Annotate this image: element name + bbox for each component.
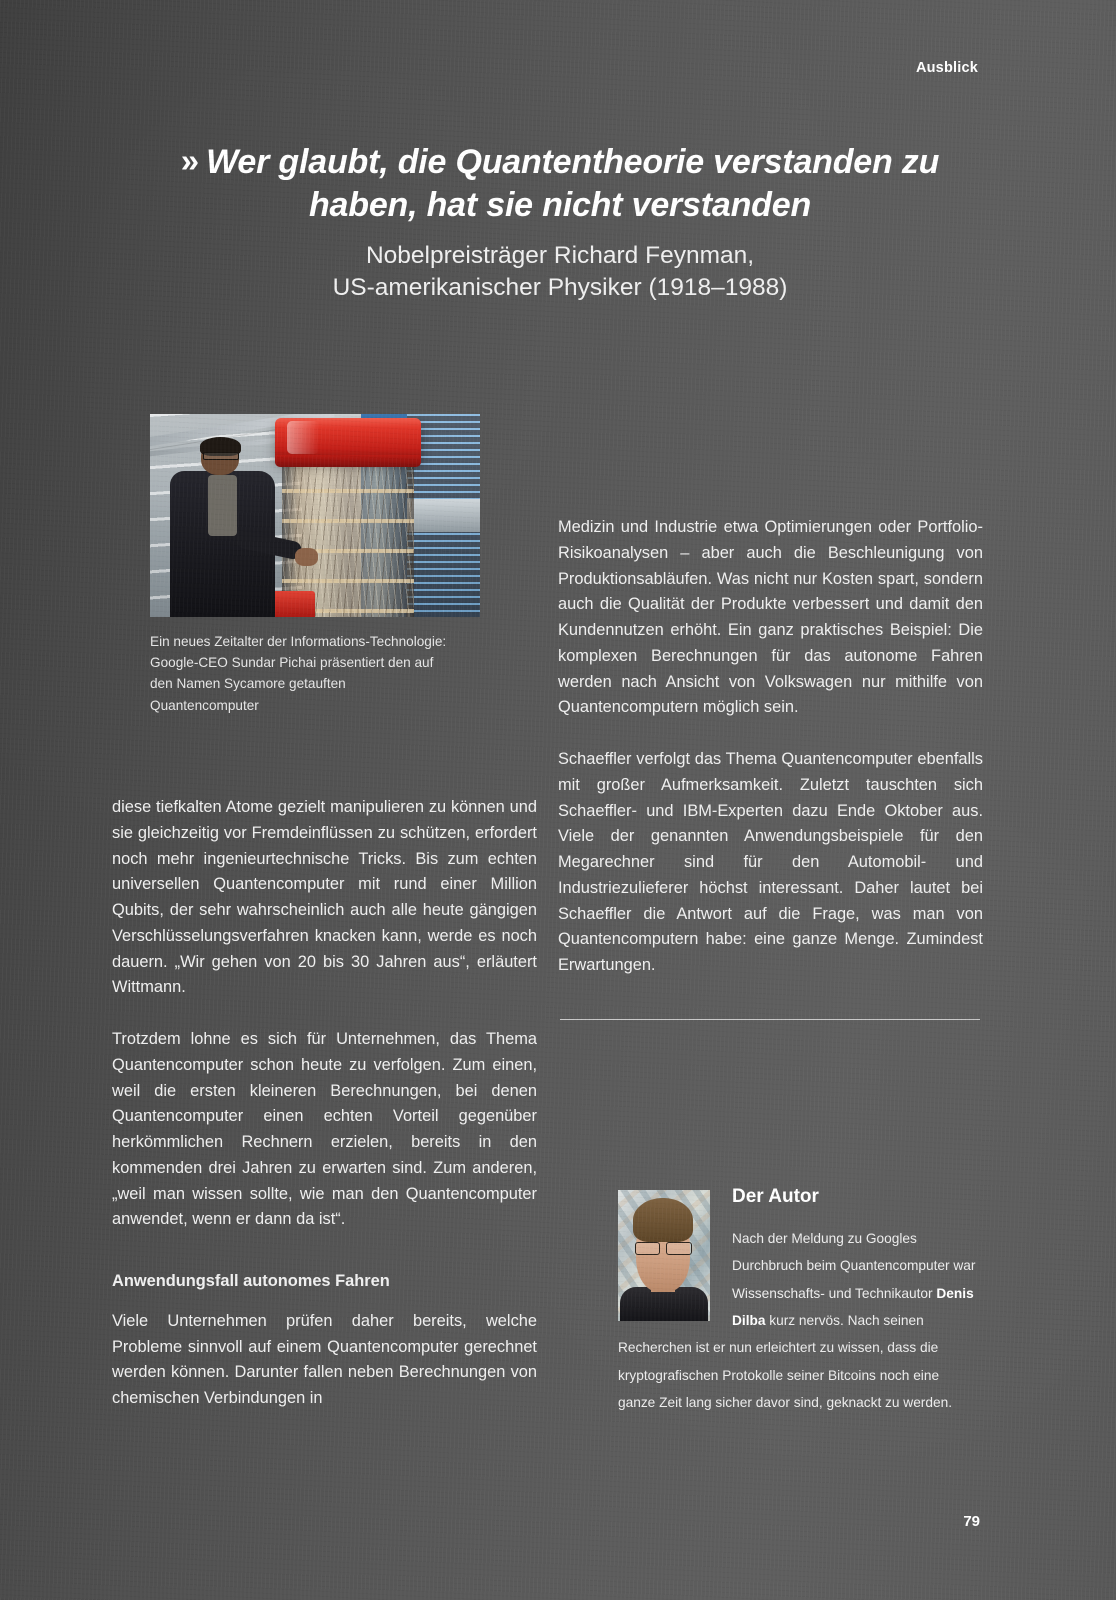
attribution-line-1: Nobelpreisträger Richard Feynman,	[365, 241, 755, 269]
attribution-line-2: US-amerikanischer Physiker (1918–1988)	[332, 274, 788, 302]
author-box	[618, 1186, 980, 1417]
author-portrait-photo	[618, 1190, 710, 1321]
paragraph-right-1: Medizin und Industrie etwa Optimierungen oder Portfolio-Risikoanalysen – aber auch die Beschleunigung von Produktionsabläufen. Was nicht nur Kosten spart, sondern auch die Qualität der Produkte verbessert und damit den Kundennutzen erhöht. Ein ganz praktisches Beispiel: Die komplexen Berechnungen für das autonome Fahren werden nach Ansicht von Volkswagen nur mithilfe von Quantencomputern möglich sein.	[558, 518, 983, 717]
section-subheading: Anwendungsfall autonomes Fahren	[112, 1272, 390, 1290]
pull-quote-attribution	[140, 240, 980, 305]
running-head: Ausblick	[915, 60, 978, 76]
main-photo-figure	[150, 414, 480, 716]
photo-person-glasses	[203, 452, 240, 460]
paragraph-right-2: Schaeffler verfolgt das Thema Quantencomputer ebenfalls mit großer Aufmerksamkeit. Zuletzt tauschten sich Schaeffler- und IBM-Experten dazu Ende Oktober aus. Viele der genannten Anwendungsbeispiele für den Megarechner sind für den Automobil- und Industriezulieferer höchst interessant. Daher lautet bei Schaeffler die Antwort auf die Frage, was man von Quantencomputern habe: eine ganze Menge. Zumindest Erwartungen.	[558, 750, 983, 974]
photo-caption: Ein neues Zeitalter der Informations-Technologie: Google-CEO Sundar Pichai präsentiert den auf den Namen Sycamore getauften Quantencomputer	[150, 634, 447, 713]
author-box-title: Der Autor	[732, 1186, 819, 1207]
photo-person-hand	[295, 548, 318, 566]
author-name: Denis Dilba	[732, 1285, 974, 1329]
photo-red-cryostat-cap	[275, 418, 420, 461]
page-number: 79	[963, 1513, 980, 1530]
pull-quote-headline	[140, 140, 980, 227]
horizontal-rule	[560, 1019, 980, 1020]
pull-quote-line-1: Wer glaubt, die Quantentheorie verstanden zu	[206, 143, 940, 181]
photo-person-shirt	[208, 475, 238, 536]
author-photo-glasses	[635, 1242, 692, 1255]
quantum-computer-photo	[150, 414, 480, 617]
author-bio-part-1: Nach der Meldung zu Googles Durchbruch beim Quantencomputer war Wissenschafts- und Technikautor	[732, 1230, 976, 1301]
author-photo-hair	[633, 1198, 694, 1243]
pull-quote-line-2: haben, hat sie nicht verstanden	[308, 185, 812, 224]
paragraph-left-3: Viele Unternehmen prüfen daher bereits, welche Probleme sinnvoll auf einem Quantencomputer gerechnet werden können. Darunter fallen neben Berechnungen von chemischen Verbindungen in	[112, 1311, 537, 1407]
author-bio-part-2: kurz nervös. Nach seinen Recherchen ist er nun erleichtert zu wissen, dass die kryptografischen Protokolle seiner Bitcoins noch eine ganze Zeit lang sicher davor sind, geknackt zu werden.	[618, 1313, 953, 1411]
photo-rack-shelf	[407, 499, 480, 531]
paragraph-left-2: Trotzdem lohne es sich für Unternehmen, das Thema Quantencomputer schon heute zu verfolgen. Zum einen, weil die ersten kleineren Berechnungen, bei denen Quantencomputer einen echten Vorteil gegenüber herkömmlichen Rechnern erzielen, bereits in den kommenden drei Jahren zu erwarten sind. Zum anderen, „weil man wissen sollte, wie man den Quantencomputer anwendet, wenn er dann da ist“.	[112, 1030, 537, 1229]
body-column-right	[558, 515, 983, 979]
paragraph-left-1: diese tiefkalten Atome gezielt manipulieren zu können und sie gleichzeitig vor Fremdeinflüssen zu schützen, erfordert noch mehr ingenieurtechnische Tricks. Bis zum echten universellen Quantencomputer mit rund einer Million Qubits, der sehr wahrscheinlich auch alle heute gängigen Verschlüsselungsverfahren knacken kann, werde es noch dauern. „Wir gehen von 20 bis 30 Jahren aus“, erläutert Wittmann.	[112, 798, 537, 997]
photo-cap-highlight	[287, 421, 319, 454]
body-column-left	[112, 795, 537, 1412]
pull-quote-block	[140, 140, 980, 305]
double-chevron-quote-icon: »	[180, 142, 197, 179]
